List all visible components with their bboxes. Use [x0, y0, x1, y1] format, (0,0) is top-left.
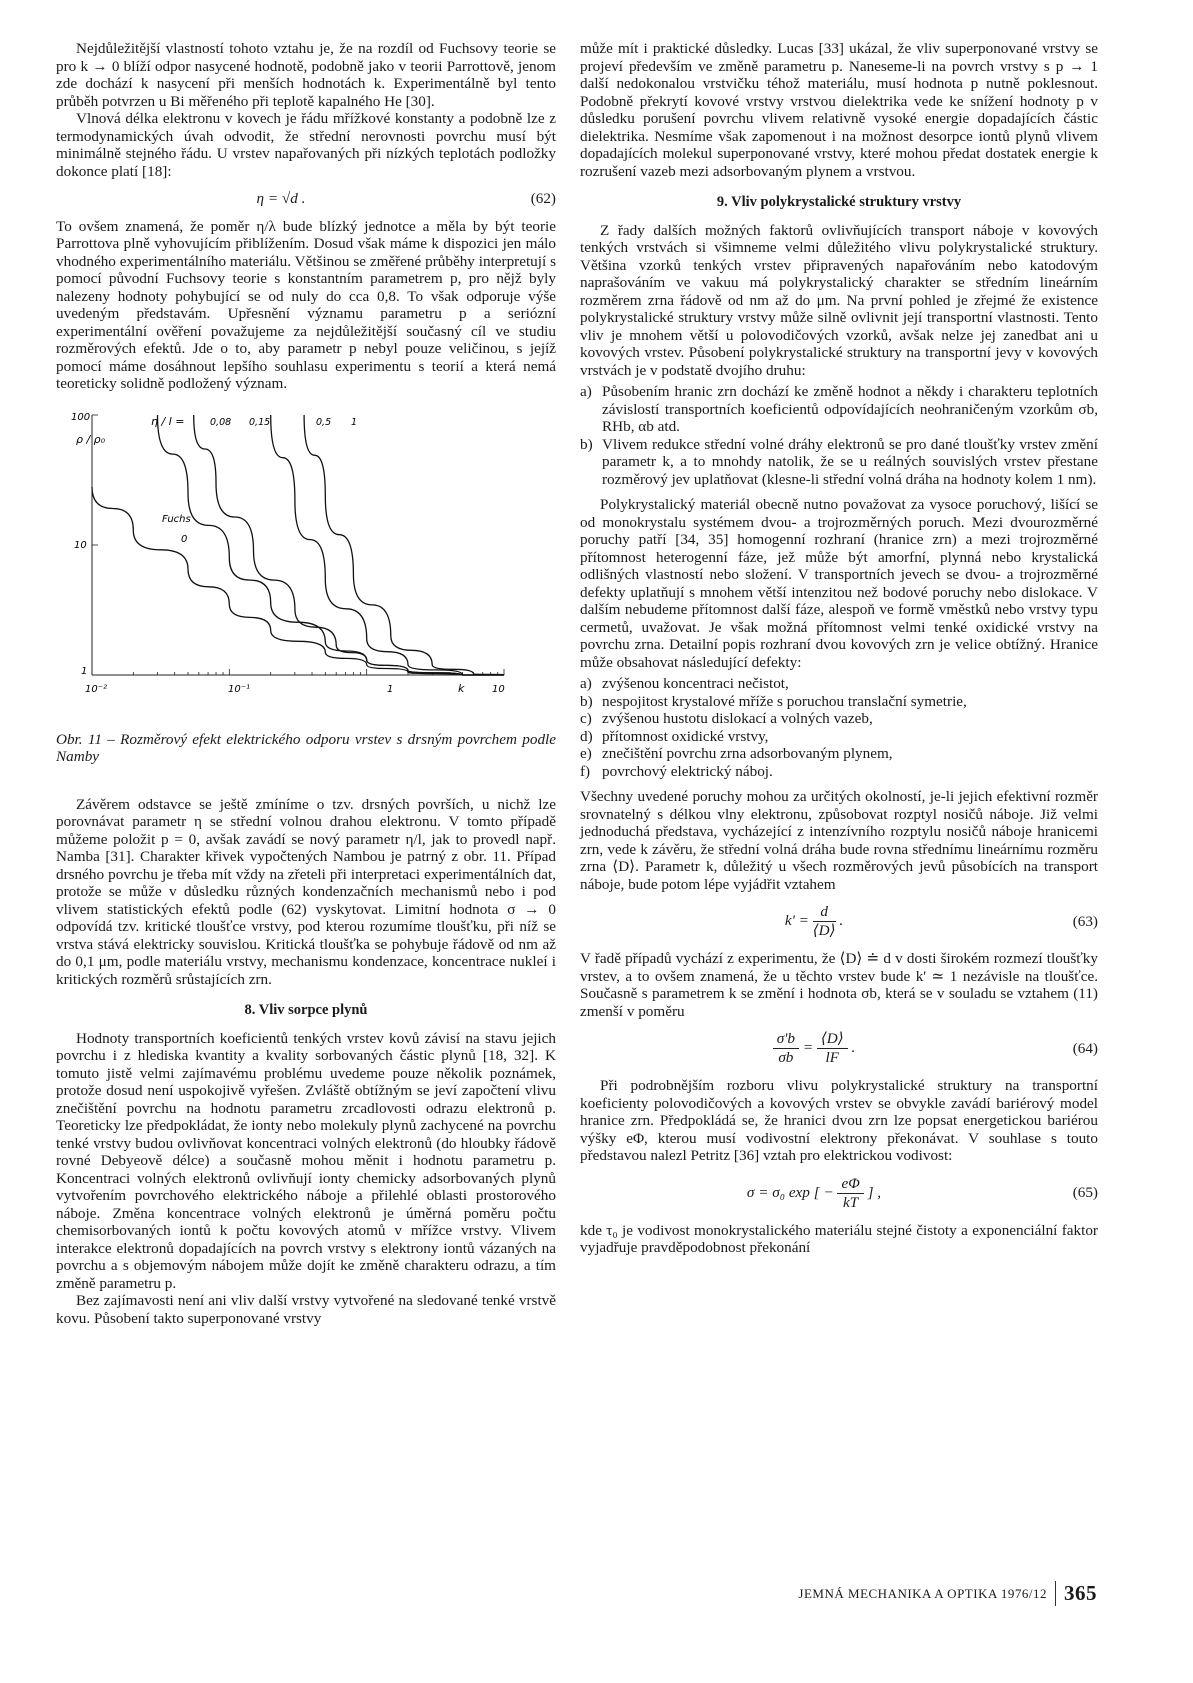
- paragraph: Při podrobnějším rozboru vlivu polykrystalické struktury na transportní koeficienty polovodičových a kovových vrstev se obvykle zavádí bariérový model hranice zrn. Předpokládá se, že hranici dvou zrn lze popsat energetickou bariérou výšky eΦ, kterou musí vodivostní elektrony překonávat. V souhlase s touto představou nalezl Petritz [36] vztah pro elektrickou vodivost:: [580, 1077, 1098, 1164]
- list-item: [580, 693, 1098, 711]
- fuchs-label: Fuchs: [162, 513, 191, 525]
- x-tick-label: 1: [387, 683, 394, 695]
- list-marker: b): [580, 692, 593, 710]
- list-text: Vlivem redukce střední volné dráhy elektronů se pro dané tloušťky vrstev změní parametr k, a to mnohdy natolik, že se u reálných souvislých vrstev přestane rozměrový jev uplatňovat (klesne-li střední volná dráha na hodnoty kolem 1 nm).: [602, 435, 1098, 488]
- left-column: [56, 40, 556, 1327]
- denominator: lF: [825, 1049, 840, 1066]
- x-tick-label: 10⁻²: [85, 683, 108, 695]
- curve-label: 0,08: [210, 416, 232, 428]
- list-text: zvýšenou hustotu dislokací a volných vazeb,: [602, 710, 873, 727]
- list-text: zvýšenou koncentraci nečistot,: [602, 675, 789, 692]
- paragraph: Bez zajímavosti není ani vliv další vrstvy vytvořené na sledované tenké vrstvě kovu. Působení takto superponované vrstvy: [56, 1292, 556, 1327]
- chart-curves: [92, 415, 504, 675]
- paragraph: Nejdůležitější vlastností tohoto vztahu je, že na rozdíl od Fuchsovy teorie se pro k → 0 blíží odpor nasycené hodnotě, podobně jako v teorii Parrottově, jenom zde dochází k nasycení při menších hodnotách k. Experimentálně byl tento průběh potvrzen u Bi měřeného při teplotě kapalného He [30].: [56, 40, 556, 110]
- numerator: eΦ: [837, 1175, 863, 1194]
- equation-number: (65): [1072, 1184, 1098, 1202]
- list-marker: c): [580, 710, 592, 727]
- fuchs-curve-label: 0: [181, 533, 188, 545]
- list-marker: d): [580, 727, 593, 745]
- equation-lhs: σ = σ₀ exp [ −: [746, 1183, 834, 1201]
- denominator: kT: [843, 1193, 859, 1211]
- figure-11: [56, 407, 556, 725]
- list-text: nespojitost krystalové mříže s poruchou translační symetrie,: [602, 692, 967, 710]
- right-column: [580, 40, 1098, 1257]
- list-text: povrchový elektrický náboj.: [602, 762, 773, 780]
- list-marker: e): [580, 745, 592, 762]
- x-axis-label: k: [458, 681, 465, 695]
- paragraph: Polykrystalický materiál obecně nutno považovat za vysoce poruchový, lišící se od monokrystalu systémem dvou- a trojrozměrných poruch. Mezi dvourozměrné poruchy patří [34, 35] homogenní rozhraní (hranice zrn) a mezi trojrozměrné přítomnost heterogenní fáze, jež může být amorfní, plynná nebo krystalická odlišných vlastností nebo složení. V transportních jevech se dvou- a trojrozměrné defekty uplatňují s mnohem větší intenzitou než bodové poruchy nebo dislokace. V dalším nebudeme přítomnost další fáze, alespoň ve formě vměstků nebo vrstvy typu cermetů, uvažovat. Je však možná přítomnost velmi tenké oxidické vrstvy na povrchu zrna. Detailní popis rozhraní dvou kovových zrn je velice obtížný. Hranice může obsahovat následující defekty:: [580, 496, 1098, 671]
- series-line: [194, 415, 504, 675]
- list-marker: b): [580, 435, 593, 453]
- paragraph: Z řady dalších možných faktorů ovlivňujících transport náboje v kovových tenkých vrstvách si všimneme velmi důležitého vlivu polykrystalické struktury. Většina vzorků tenkých vrstev připravených napařováním nebo katodovým naprašováním ve vakuu má polykrystalický charakter se středním lineárním rozměrem zrna řádově od nm až do μm. Na první pohled je zřejmé že existence polykrystalické struktury vrstvy může silně ovlivnit její transportní vlastnosti. Tento vliv je mnohem větší u polovodičových vzorků, avšak nelze jej zanedbat ani u kovových vrstev. Působení polykrystalické struktury na transportní jevy v kovových vrstvách je v podstatě dvojího druhu:: [580, 221, 1098, 379]
- curve-label: 0,5: [316, 416, 332, 428]
- section-heading: 9. Vliv polykrystalické struktury vrstvy: [716, 194, 962, 210]
- fraction: [837, 1175, 863, 1212]
- list-text: přítomnost oxidické vrstvy,: [602, 727, 769, 745]
- x-tick-label: 10: [492, 683, 505, 695]
- list-text: Působením hranic zrn dochází ke změně hodnot a někdy i charakteru teplotních závislostí transportních koeficientů odpovídajících neohraničeným vzorkům σb, RHb, αb atd.: [602, 383, 1098, 435]
- page-number: 365: [1055, 1581, 1097, 1606]
- equation-65: [580, 1175, 1098, 1212]
- equation-lhs: k' =: [784, 911, 809, 929]
- list-item: [580, 436, 1098, 489]
- list-marker: f): [580, 762, 591, 780]
- list-marker: a): [580, 383, 592, 400]
- list-item: [580, 675, 1098, 693]
- list-text: znečištění povrchu zrna adsorbovaným plynem,: [602, 745, 893, 762]
- list-item: [580, 710, 1098, 728]
- denominator: σb: [778, 1049, 794, 1066]
- numerator: σ'b: [773, 1030, 799, 1049]
- equation-64: $\frac{\sigma'b}{\sigma b}$ = $\frac{⟨D⟩}{lF}$ . (64): [580, 1030, 1098, 1067]
- defects-list: [580, 675, 1098, 780]
- y-tick-label: 1: [81, 665, 88, 677]
- fraction: [773, 1030, 799, 1067]
- curve-label: 1: [351, 416, 358, 428]
- denominator: ⟨D⟩: [812, 922, 836, 939]
- numerator: d: [813, 903, 836, 922]
- parameter-label: η / l =: [151, 414, 185, 428]
- chart-axes: [92, 415, 504, 675]
- list-item: [580, 763, 1098, 781]
- paragraph: Hodnoty transportních koeficientů tenkých vrstev kovů závisí na stavu jejich povrchu i z hlediska kvantity a kvality sorbovaných částic plynů [18, 32]. K tomuto jistě velmi zajímavému problému uvedeme pouze několik poznámek, protože dosud není uspokojivě vyřešen. Zvláště obtížným se jeví započtení vlivu znečištění povrchu na hodnotu parametru zrcadlovosti odrazu elektronů p. Teoreticky lze předpokládat, že ionty nebo molekuly plynů zachycené na povrchu tenké vrstvy budou ovlivňovat koncentraci volných elektronů (do hloubky řádově rovné Debyeově délce) a současně mohou měnit i hodnotu parametru p. Koncentraci volných elektronů ovlivňují ionty chemicky adsorbovaných plynů vytvořením povrchového elektrického náboje a přilehlé oblasti prostorového náboje. Změna koncentrace volných elektronů je úměrná poměru počtu chemisorbovaných iontů k počtu kovových atomů v mřížce vrstvy. Vlivem interakce elektronů dopadajících na povrch vrstvy s elektrony iontů vázaných na povrchu a s objemovým nábojem může dojít ke změně charakteru odrazu, a tím změně parametru p.: [56, 1029, 556, 1292]
- list-marker: a): [580, 675, 592, 692]
- resistivity-chart: [56, 407, 556, 725]
- fraction: [817, 1030, 848, 1067]
- paragraph: Závěrem odstavce se ještě zmíníme o tzv. drsných površích, u nichž lze porovnávat parametr η se střední volnou drahou elektronu. V tomto případě můžeme položit p = 0, avšak zavádí se nový parametr η/l, jak to provedl např. Namba [31]. Charakter křivek vypočtených Nambou je patrný z obr. 11. Případ drsného povrchu je třeba mít vždy na zřeteli při interpretaci experimentálních dat, protože se může v důsledku různých kondenzačních mechanismů nebo i pod vlivem statistických efektů podle (62) vyskytovat. Limitní hodnota σ → 0 odpovídá tzv. kritické tloušťce vrstvy, pod kterou rozumíme tloušťku, při níž se vrstva stává elektricky souvislou. Kritická tloušťka se pohybuje řádově od nm až do 0,1 μm, podle materiálu vrstvy, mechanismu kondenzace, koncentrace nukleí i kritických rozměrů srůstajících zrn.: [56, 795, 556, 988]
- y-axis-label: ρ / ρ₀: [76, 432, 106, 446]
- y-tick-label: 100: [71, 411, 91, 423]
- paragraph: Vlnová délka elektronu v kovech je řádu mřížkové konstanty a podobně lze z termodynamických úvah odvodit, že střední nerovnosti povrchu musí být minimálně stejného řádu. U vrstev napařovaných při nízkých teplotách podložky dokonce platí [18]:: [56, 110, 556, 180]
- figure-caption: Obr. 11 – Rozměrový efekt elektrického odporu vrstev s drsným povrchem podle Namby: [56, 730, 556, 765]
- equation-62: [56, 190, 556, 208]
- equation-number: (62): [530, 190, 556, 207]
- equation-rhs: ] ,: [867, 1183, 882, 1201]
- journal-name: JEMNÁ MECHANIKA A OPTIKA 1976/12: [798, 1585, 1047, 1601]
- x-tick-label: 10⁻¹: [228, 683, 251, 695]
- equation-63: k' = $\frac{d}{⟨D⟩}$ . (63): [784, 903, 1098, 939]
- list-item: [580, 745, 1098, 763]
- effects-list: [580, 383, 1098, 488]
- series-line: [92, 486, 504, 674]
- list-item: [580, 383, 1098, 436]
- paragraph: V řadě případů vychází z experimentu, že ⟨D⟩ ≐ d v dosti širokém rozmezí tloušťky vrstev, a to ovšem znamená, že u těchto vrstev bude k' ≃ 1 nezávisle na tloušťce. Současně s parametrem k se změní i hodnota σb, která se v souladu se vztahem (11) zmenší v poměru: [580, 950, 1098, 1020]
- equation-number: (63): [1072, 912, 1098, 930]
- page-footer: [798, 1581, 1097, 1606]
- series-line: [158, 415, 505, 675]
- y-tick-label: 10: [74, 539, 87, 551]
- section-heading: 8. Vliv sorpce plynů: [244, 1002, 368, 1018]
- paragraph: může mít i praktické důsledky. Lucas [33] ukázal, že vliv superponované vrstvy se projeví především ve změně parametru p. Naneseme-li na povrch vrstvy s p → 1 další nedokonalou vrstvičku téhož materiálu, musí hodnota p nutně poklesnout. Podobně překrytí kovové vrstvy vrstvou dielektrika vede ke snížení hodnoty p v důsledku porušení povrchu vlivem relativně vysoké energie dopadajících částic dielektrika. Nesmíme však zapomenout i na možnost desorpce iontů plynů vlivem dopadajících molekul superponované vrstvy, které mohou předat dostatek energie k rozrušení vazeb mezi adsorbovaným plynem a vrstvou.: [580, 40, 1098, 180]
- curve-label: 0,15: [249, 416, 271, 428]
- equation-number: (64): [1072, 1039, 1098, 1057]
- series-line: [271, 415, 504, 675]
- equation-expression: η = √d .: [256, 190, 306, 207]
- paragraph: To ovšem znamená, že poměr η/λ bude blízký jednotce a měla by být teorie Parrottova plně vyhovujícím přiblížením. Dosud však máme k dispozici jen málo vhodného experimentálního materiálu. Většinou se změřené průběhy interpretují s pomocí původní Fuchsovy teorie s konstantním parametrem p, pro nějž byly nalezeny hodnoty pohybující se od nuly do cca 0,8. To však odporuje výše uvedeným představám. Upřesnění významu parametru p a seriózní experimentální ověření považujeme za nejdůležitější současný cíl ve studiu rozměrových efektů. Jde o to, aby parametr p nebyl pouze veličinou, s jejíž pomocí máme dosáhnout lepšího souhlasu experimentu s teorií a která nemá teoreticky solidně podložený význam.: [56, 217, 556, 392]
- list-item: [580, 728, 1098, 746]
- paragraph: kde τ₀ je vodivost monokrystalického materiálu stejné čistoty a exponenciální faktor vyjadřuje pravděpodobnost překonání: [580, 1221, 1098, 1256]
- numerator: ⟨D⟩: [817, 1030, 848, 1049]
- fraction: [813, 903, 836, 940]
- paragraph: Všechny uvedené poruchy mohou za určitých okolností, je-li jejich efektivní rozměr srovnatelný s délkou vlny elektronu, způsobovat rozptyl nosičů náboje. Již velmi jednoduchá představa, vycházející z intenzívního rozptylu nosičů náboje hranicemi zrn, vede k závěru, že střední volná dráha bude rovna střednímu lineárnímu rozměru zrna ⟨D⟩. Parametr k, důležitý u všech rozměrových jevů působících na transport náboje, bude potom lépe vyjádřit vztahem: [580, 788, 1098, 893]
